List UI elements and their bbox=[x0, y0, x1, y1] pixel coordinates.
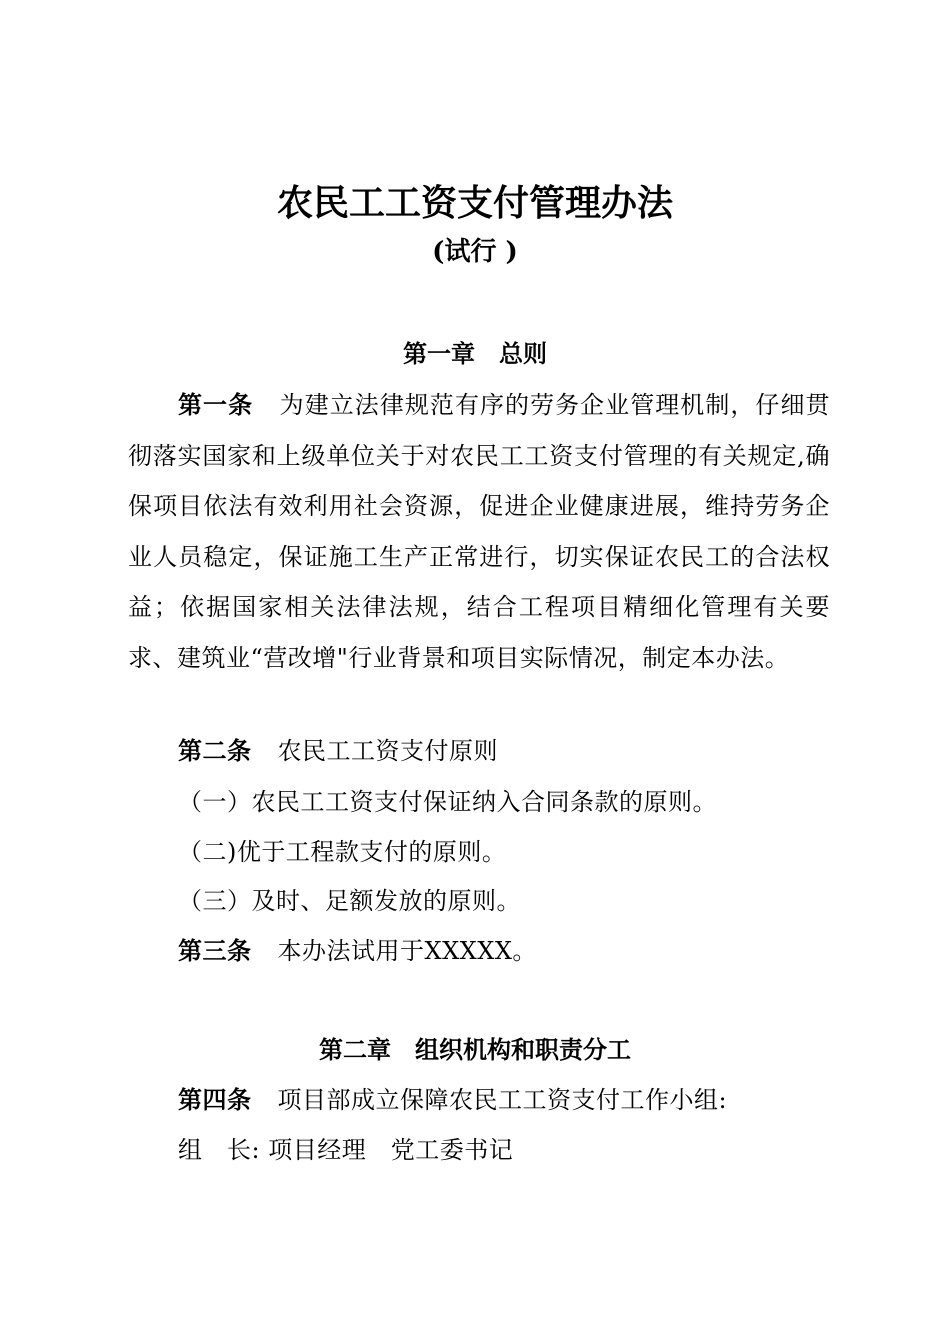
article-4 bbox=[178, 1080, 727, 1120]
article-1 bbox=[128, 380, 830, 683]
chapter-1-heading: 第一章 总则 bbox=[403, 339, 547, 368]
article-3 bbox=[178, 931, 537, 971]
chapter-2-heading: 第二章 组织机构和职责分工 bbox=[319, 1035, 631, 1064]
article-2-label: 第二条 bbox=[178, 736, 252, 765]
article-1-label: 第一条 bbox=[178, 390, 254, 419]
document-subtitle: (试行 ) bbox=[432, 237, 518, 267]
leader-label: 组 长: bbox=[178, 1136, 261, 1164]
article-4-label: 第四条 bbox=[178, 1085, 252, 1114]
article-3-label: 第三条 bbox=[178, 936, 252, 965]
article-2-text: 农民工工资支付原则 bbox=[277, 737, 498, 765]
leader-value: 项目经理 党工委书记 bbox=[268, 1136, 514, 1164]
article-2-item-3: （三）及时、足额发放的原则。 bbox=[178, 887, 521, 915]
article-3-text: 本办法试用于XXXXX。 bbox=[277, 937, 537, 965]
article-2-item-1: （一）农民工工资支付保证纳入合同条款的原则。 bbox=[178, 788, 717, 816]
article-4-leader bbox=[178, 1130, 513, 1170]
article-1-text: 为建立法律规范有序的劳务企业管理机制，仔细贯彻落实国家和上级单位关于对农民工工资支付管理的有关规定,确保项目依法有效利用社会资源，促进企业健康进展，维持劳务企业人员稳定，保证施工生产正常进行，切实保证农民工的合法权益；依据国家相关法律法规，结合工程项目精细化管理有关要求、建筑业“营改增"行业背景和项目实际情况，制定本办法。 bbox=[128, 391, 831, 672]
article-2-item-2: （二)优于工程款支付的原则。 bbox=[178, 838, 507, 866]
article-2 bbox=[178, 731, 498, 771]
article-4-text: 项目部成立保障农民工工资支付工作小组: bbox=[277, 1086, 728, 1114]
document-title: 农民工工资支付管理办法 bbox=[276, 182, 673, 224]
